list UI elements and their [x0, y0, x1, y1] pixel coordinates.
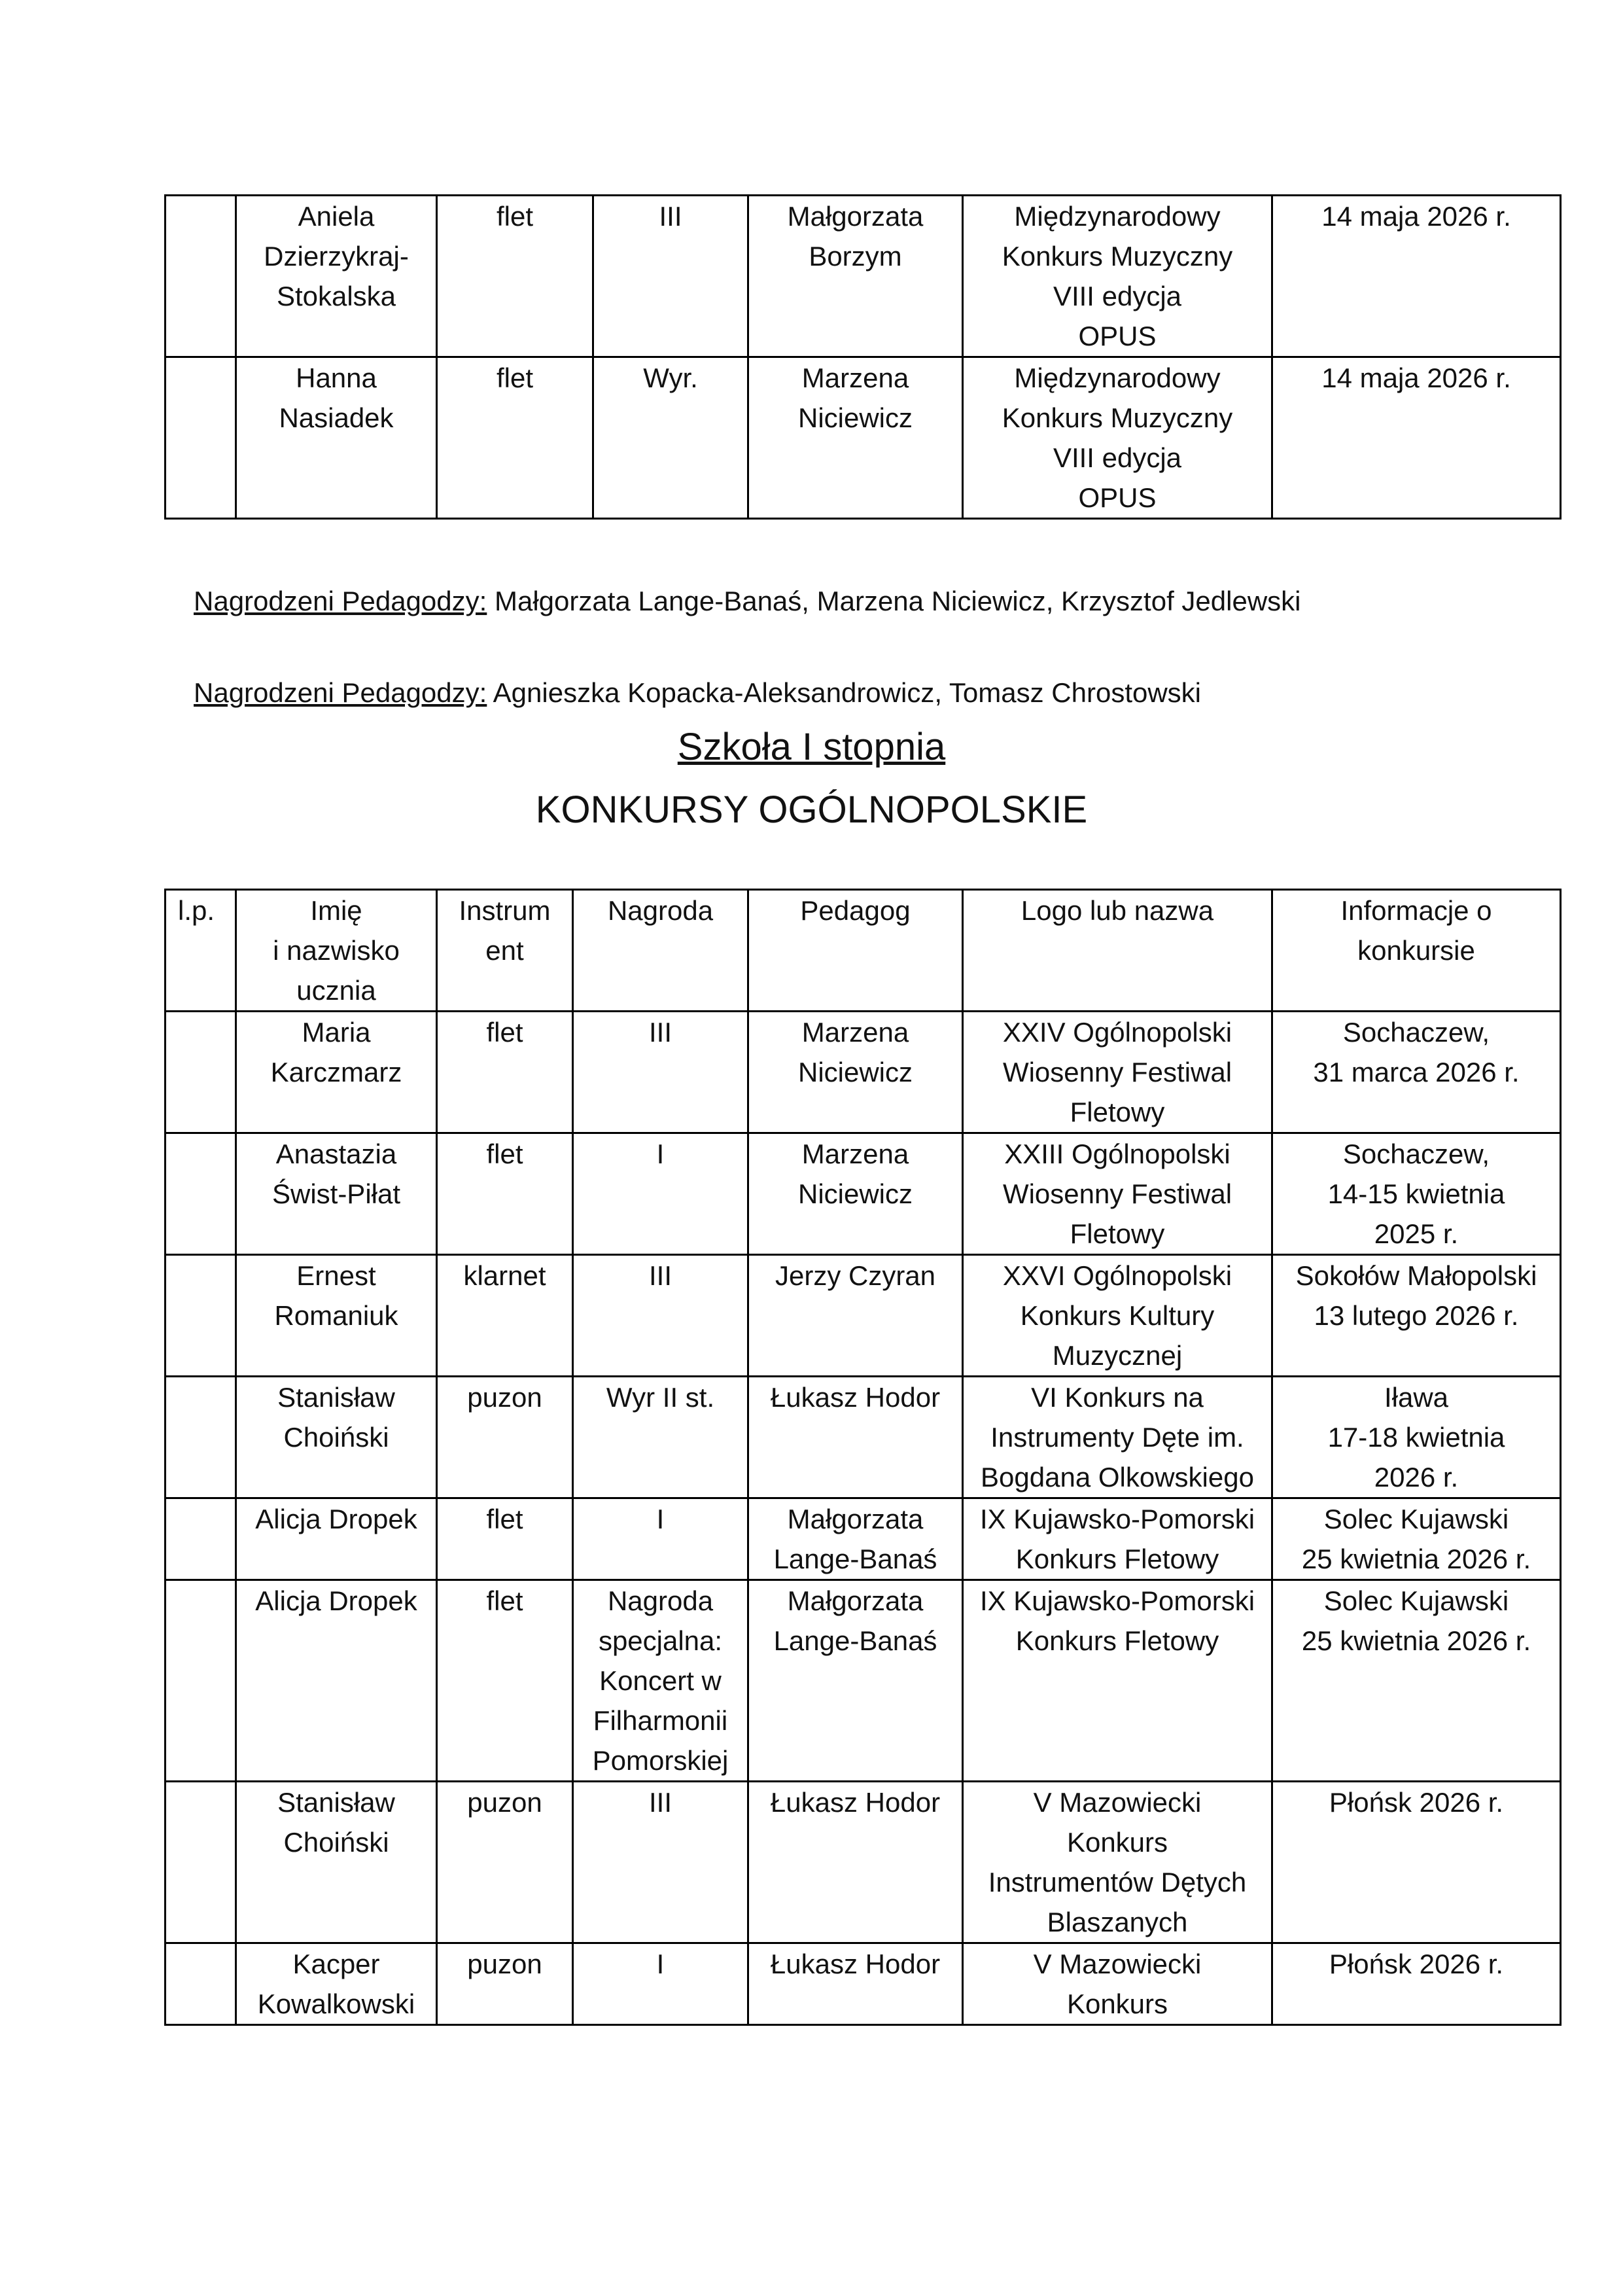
cell-competition-info [1272, 1255, 1561, 1377]
cell-instrument [437, 1943, 573, 2025]
header-teacher [748, 890, 963, 1012]
cell-text-line: OPUS [1078, 321, 1157, 351]
cell-teacher [748, 196, 963, 357]
cell-text-line: ent [485, 935, 524, 966]
cell-competition-info [1272, 357, 1561, 519]
table-row [166, 1782, 1561, 1943]
cell-student-name [236, 1580, 437, 1782]
header-name [236, 890, 437, 1012]
cell-competition [963, 1012, 1272, 1133]
cell-competition [963, 1782, 1272, 1943]
cell-text-line: Koncert w [599, 1665, 722, 1696]
cell-text-line: Małgorzata [787, 1504, 924, 1534]
cell-text-line: puzon [467, 1382, 542, 1413]
cell-text-line: IX Kujawsko-Pomorski [979, 1585, 1255, 1616]
cell-award [573, 1377, 748, 1498]
cell-text-line: VI Konkurs na [1031, 1382, 1204, 1413]
cell-instrument [437, 196, 593, 357]
cell-text-line: Solec Kujawski [1323, 1504, 1509, 1534]
cell-text-line: Świst-Piłat [271, 1178, 401, 1209]
cell-text-line: Stokalska [276, 281, 396, 311]
cell-student-name [236, 1255, 437, 1377]
cell-text-line: Niciewicz [797, 402, 913, 433]
cell-text-line: Alicja Dropek [255, 1585, 417, 1616]
cell-text-line: V Mazowiecki [1033, 1787, 1202, 1818]
cell-text-line: V Mazowiecki [1033, 1949, 1202, 1979]
cell-text-line: Instrum [459, 895, 551, 926]
cell-text-line: Dzierzykraj- [264, 241, 409, 272]
cell-text-line: Muzycznej [1052, 1340, 1183, 1371]
cell-award [573, 1012, 748, 1133]
table-row [166, 196, 1561, 357]
cell-text-line: I [656, 1504, 665, 1534]
cell-text-line: Instrumentów Dętych [988, 1867, 1247, 1898]
cell-text-line: Nagroda [607, 1585, 714, 1616]
cell-text-line: Kacper [292, 1949, 380, 1979]
cell-teacher [748, 357, 963, 519]
cell-text-line: XXIII Ogólnopolski [1004, 1139, 1230, 1169]
cell-lp [166, 1255, 236, 1377]
cell-text-line: Alicja Dropek [255, 1504, 417, 1534]
cell-text-line: flet [496, 362, 534, 393]
cell-text-line: Borzym [809, 241, 902, 272]
cell-teacher [748, 1012, 963, 1133]
header-instrument [437, 890, 573, 1012]
cell-text-line: Imię [310, 895, 362, 926]
cell-student-name [236, 1377, 437, 1498]
cell-competition-info [1272, 1133, 1561, 1255]
cell-text-line: Niciewicz [797, 1057, 913, 1087]
cell-lp [166, 1498, 236, 1580]
cell-text-line: Maria [302, 1017, 371, 1048]
table-row [166, 1012, 1561, 1133]
cell-text-line: specjalna: [598, 1625, 723, 1656]
cell-text-line: Filharmonii [593, 1705, 728, 1736]
section-title [0, 721, 1623, 773]
cell-teacher [748, 1255, 963, 1377]
cell-student-name [236, 357, 437, 519]
table-row [166, 1133, 1561, 1255]
cell-text-line: puzon [467, 1949, 542, 1979]
cell-competition-info [1272, 1943, 1561, 2025]
cell-text-line: Choiński [283, 1422, 389, 1453]
cell-teacher [748, 1377, 963, 1498]
cell-text-line: Ernest [296, 1260, 376, 1291]
cell-text-line: 13 lutego 2026 r. [1314, 1300, 1519, 1331]
top-results-table [164, 194, 1562, 520]
cell-text-line: IX Kujawsko-Pomorski [979, 1504, 1255, 1534]
cell-instrument [437, 1255, 573, 1377]
cell-lp [166, 1012, 236, 1133]
cell-text-line: Marzena [801, 1017, 909, 1048]
cell-text-line: Lange-Banaś [773, 1544, 937, 1574]
cell-text-line: I [656, 1949, 665, 1979]
cell-award [573, 1498, 748, 1580]
cell-award [573, 1580, 748, 1782]
cell-teacher [748, 1580, 963, 1782]
cell-text-line: Międzynarodowy [1014, 201, 1221, 232]
cell-text-line: I [656, 1139, 665, 1169]
cell-lp [166, 357, 236, 519]
cell-lp [166, 1133, 236, 1255]
cell-text-line: Jerzy Czyran [775, 1260, 936, 1291]
cell-competition [963, 1580, 1272, 1782]
cell-competition-info [1272, 196, 1561, 357]
cell-text-line: 14 maja 2026 r. [1321, 362, 1511, 393]
cell-text-line: Kowalkowski [257, 1988, 415, 2019]
cell-competition [963, 1133, 1272, 1255]
cell-text-line: Fletowy [1070, 1218, 1165, 1249]
cell-text-line: 25 kwietnia 2026 r. [1301, 1544, 1531, 1574]
cell-text-line: Konkurs [1066, 1827, 1168, 1858]
cell-instrument [437, 1377, 573, 1498]
header-row [166, 890, 1561, 1012]
cell-student-name [236, 196, 437, 357]
cell-text-line: Konkurs Muzyczny [1002, 402, 1233, 433]
cell-text-line: Bogdana Olkowskiego [981, 1462, 1254, 1492]
header-info [1272, 890, 1561, 1012]
cell-text-line: Karczmarz [270, 1057, 402, 1087]
cell-text-line: Płońsk 2026 r. [1329, 1787, 1504, 1818]
cell-instrument [437, 1580, 573, 1782]
cell-text-line: Nagroda [607, 895, 714, 926]
cell-text-line: Konkurs [1066, 1988, 1168, 2019]
cell-text-line: Międzynarodowy [1014, 362, 1221, 393]
awarded-teachers-names: Małgorzata Lange-Banaś, Marzena Niciewicz, Krzysztof Jedlewski [487, 586, 1301, 616]
cell-text-line: OPUS [1078, 482, 1157, 513]
table-header [166, 890, 1561, 1012]
cell-text-line: Choiński [283, 1827, 389, 1858]
cell-text-line: Lange-Banaś [773, 1625, 937, 1656]
cell-text-line: Marzena [801, 362, 909, 393]
cell-student-name [236, 1782, 437, 1943]
cell-award [593, 357, 748, 519]
cell-text-line: i nazwisko [273, 935, 400, 966]
cell-text-line: Sokołów Małopolski [1295, 1260, 1537, 1291]
cell-lp [166, 1580, 236, 1782]
cell-instrument [437, 1012, 573, 1133]
cell-text-line: Stanisław [277, 1382, 395, 1413]
awarded-teachers-label: Nagrodzeni Pedagodzy: [194, 586, 487, 616]
cell-instrument [437, 1133, 573, 1255]
cell-text-line: 14 maja 2026 r. [1321, 201, 1511, 232]
table-row [166, 357, 1561, 519]
cell-text-line: Logo lub nazwa [1021, 895, 1214, 926]
cell-text-line: 2025 r. [1374, 1218, 1459, 1249]
awarded-teachers-note [194, 677, 1201, 709]
cell-competition [963, 1943, 1272, 2025]
cell-text-line: Wiosenny Festiwal [1002, 1178, 1232, 1209]
cell-text-line: Fletowy [1070, 1097, 1165, 1127]
cell-text-line: Iława [1384, 1382, 1449, 1413]
cell-text-line: III [659, 201, 682, 232]
cell-text-line: Wyr II st. [606, 1382, 715, 1413]
cell-text-line: XXVI Ogólnopolski [1002, 1260, 1232, 1291]
cell-text-line: Anastazia [275, 1139, 397, 1169]
section-subtitle: KONKURSY OGÓLNOPOLSKIE [535, 788, 1088, 831]
cell-text-line: flet [486, 1504, 523, 1534]
cell-text-line: Małgorzata [787, 201, 924, 232]
cell-text-line: Łukasz Hodor [770, 1382, 941, 1413]
cell-lp [166, 1782, 236, 1943]
cell-text-line: Marzena [801, 1139, 909, 1169]
awarded-teachers-names: Agnieszka Kopacka-Aleksandrowicz, Tomasz Chrostowski [487, 677, 1202, 708]
cell-text-line: Konkurs Fletowy [1015, 1625, 1219, 1656]
national-competitions-table [164, 889, 1562, 2026]
cell-text-line: ucznia [296, 975, 376, 1006]
cell-student-name [236, 1133, 437, 1255]
cell-teacher [748, 1943, 963, 2025]
cell-text-line: Konkurs Muzyczny [1002, 241, 1233, 272]
cell-text-line: 17-18 kwietnia [1327, 1422, 1505, 1453]
table-row [166, 1943, 1561, 2025]
table-row [166, 1580, 1561, 1782]
header-award [573, 890, 748, 1012]
cell-award [573, 1255, 748, 1377]
cell-student-name [236, 1012, 437, 1133]
cell-competition [963, 1255, 1272, 1377]
cell-teacher [748, 1498, 963, 1580]
cell-text-line: Hanna [296, 362, 377, 393]
cell-competition [963, 1377, 1272, 1498]
table-row [166, 1255, 1561, 1377]
cell-text-line: flet [486, 1585, 523, 1616]
cell-competition [963, 196, 1272, 357]
cell-text-line: Niciewicz [797, 1178, 913, 1209]
cell-text-line: Stanisław [277, 1787, 395, 1818]
cell-text-line: Łukasz Hodor [770, 1787, 941, 1818]
cell-text-line: Łukasz Hodor [770, 1949, 941, 1979]
cell-text-line: 25 kwietnia 2026 r. [1301, 1625, 1531, 1656]
cell-text-line: III [648, 1260, 672, 1291]
cell-text-line: flet [486, 1017, 523, 1048]
cell-text-line: 31 marca 2026 r. [1313, 1057, 1520, 1087]
cell-text-line: Blaszanych [1047, 1907, 1188, 1937]
table-row [166, 1498, 1561, 1580]
cell-text-line: Solec Kujawski [1323, 1585, 1509, 1616]
cell-award [573, 1943, 748, 2025]
cell-text-line: Konkurs Kultury [1020, 1300, 1215, 1331]
cell-text-line: Małgorzata [787, 1585, 924, 1616]
cell-award [573, 1133, 748, 1255]
cell-text-line: Pedagog [800, 895, 911, 926]
cell-text-line: flet [486, 1139, 523, 1169]
cell-text-line: Pomorskiej [592, 1745, 729, 1776]
cell-text-line: XXIV Ogólnopolski [1002, 1017, 1232, 1048]
cell-instrument [437, 357, 593, 519]
cell-student-name [236, 1943, 437, 2025]
cell-text-line: flet [496, 201, 534, 232]
cell-competition-info [1272, 1498, 1561, 1580]
cell-lp [166, 1377, 236, 1498]
cell-text-line: 14-15 kwietnia [1327, 1178, 1505, 1209]
awarded-teachers-note [194, 585, 1300, 618]
cell-text-line: Wyr. [643, 362, 698, 393]
cell-text-line: III [648, 1787, 672, 1818]
cell-text-line: l.p. [178, 895, 215, 926]
cell-lp [166, 196, 236, 357]
table-row [166, 1377, 1561, 1498]
cell-teacher [748, 1133, 963, 1255]
cell-text-line: Sochaczew, [1342, 1017, 1490, 1048]
cell-text-line: konkursie [1357, 935, 1475, 966]
cell-student-name [236, 1498, 437, 1580]
cell-text-line: VIII edycja [1053, 281, 1182, 311]
cell-text-line: Nasiadek [279, 402, 394, 433]
cell-award [593, 196, 748, 357]
cell-text-line: Romaniuk [274, 1300, 398, 1331]
header-lp [166, 890, 236, 1012]
cell-competition [963, 1498, 1272, 1580]
cell-competition-info [1272, 1012, 1561, 1133]
cell-text-line: Instrumenty Dęte im. [990, 1422, 1244, 1453]
cell-text-line: Aniela [298, 201, 375, 232]
cell-competition-info [1272, 1580, 1561, 1782]
cell-text-line: 2026 r. [1374, 1462, 1459, 1492]
cell-competition-info [1272, 1782, 1561, 1943]
cell-text-line: Płońsk 2026 r. [1329, 1949, 1504, 1979]
cell-lp [166, 1943, 236, 2025]
cell-text-line: Sochaczew, [1342, 1139, 1490, 1169]
cell-text-line: Informacje o [1340, 895, 1492, 926]
cell-text-line: III [648, 1017, 672, 1048]
section-title-text: Szkoła I stopnia [677, 726, 946, 768]
cell-text-line: klarnet [463, 1260, 546, 1291]
cell-instrument [437, 1782, 573, 1943]
cell-competition-info [1272, 1377, 1561, 1498]
cell-competition [963, 357, 1272, 519]
header-competition [963, 890, 1272, 1012]
cell-teacher [748, 1782, 963, 1943]
awarded-teachers-label: Nagrodzeni Pedagodzy: [194, 677, 487, 708]
cell-text-line: Wiosenny Festiwal [1002, 1057, 1232, 1087]
cell-text-line: Konkurs Fletowy [1015, 1544, 1219, 1574]
cell-instrument [437, 1498, 573, 1580]
cell-text-line: puzon [467, 1787, 542, 1818]
cell-award [573, 1782, 748, 1943]
cell-text-line: VIII edycja [1053, 442, 1182, 473]
